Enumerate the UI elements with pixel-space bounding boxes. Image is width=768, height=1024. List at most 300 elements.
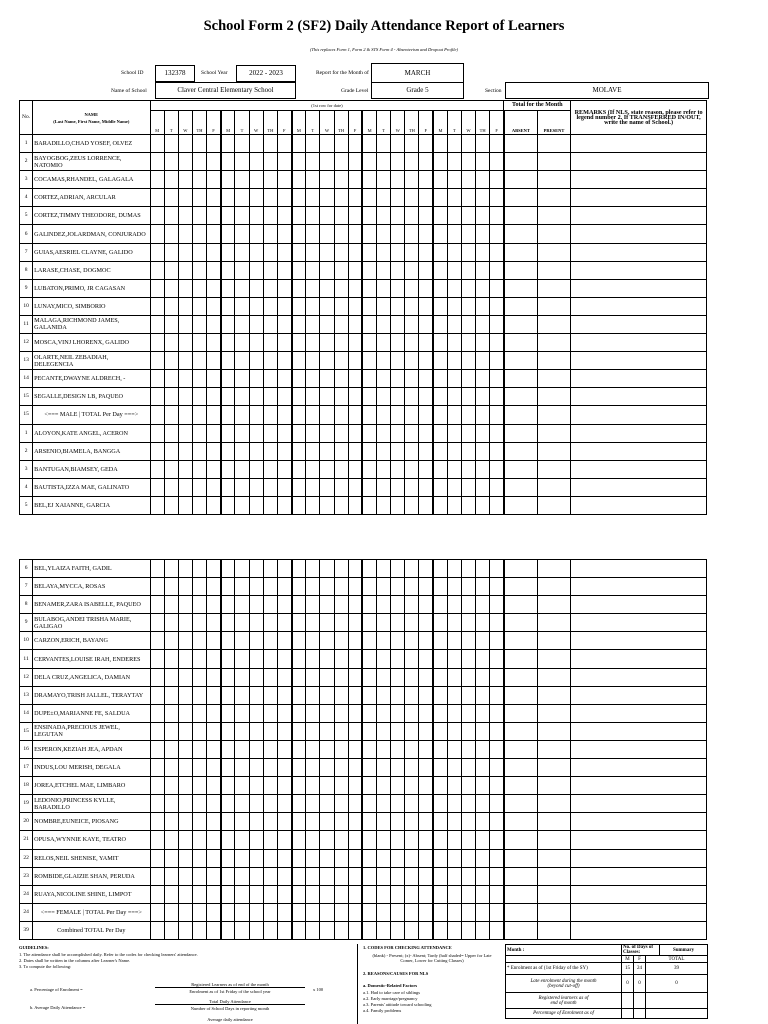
attendance-cell[interactable] [419, 578, 433, 596]
attendance-cell[interactable] [235, 686, 249, 704]
attendance-cell[interactable] [391, 831, 405, 849]
attendance-cell[interactable] [306, 207, 320, 225]
attendance-cell[interactable] [263, 370, 277, 388]
attendance-cell[interactable] [192, 388, 206, 406]
attendance-cell[interactable] [235, 496, 249, 514]
attendance-cell[interactable] [306, 370, 320, 388]
attendance-cell[interactable] [461, 740, 475, 758]
attendance-cell[interactable] [235, 668, 249, 686]
attendance-cell[interactable] [334, 135, 348, 153]
attendance-cell[interactable] [476, 189, 490, 207]
attendance-cell[interactable] [348, 777, 362, 795]
attendance-cell[interactable] [207, 560, 221, 578]
attendance-cell[interactable] [164, 261, 178, 279]
attendance-cell[interactable] [476, 334, 490, 352]
attendance-cell[interactable] [362, 207, 376, 225]
attendance-cell[interactable] [192, 352, 206, 370]
attendance-cell[interactable] [490, 261, 504, 279]
attendance-cell[interactable] [419, 189, 433, 207]
attendance-cell[interactable] [320, 740, 334, 758]
attendance-cell[interactable] [164, 478, 178, 496]
attendance-cell[interactable] [320, 496, 334, 514]
attendance-cell[interactable] [178, 243, 192, 261]
remarks-cell[interactable] [571, 632, 707, 650]
attendance-cell[interactable] [377, 207, 391, 225]
attendance-cell[interactable] [433, 903, 447, 921]
attendance-cell[interactable] [192, 460, 206, 478]
attendance-cell[interactable] [164, 578, 178, 596]
attendance-cell[interactable] [362, 903, 376, 921]
attendance-cell[interactable] [178, 704, 192, 722]
attendance-cell[interactable] [348, 722, 362, 740]
attendance-cell[interactable] [461, 370, 475, 388]
attendance-cell[interactable] [419, 795, 433, 813]
present-cell[interactable] [537, 777, 570, 795]
remarks-cell[interactable] [571, 560, 707, 578]
attendance-cell[interactable] [461, 496, 475, 514]
attendance-cell[interactable] [277, 578, 291, 596]
attendance-cell[interactable] [461, 777, 475, 795]
attendance-cell[interactable] [277, 478, 291, 496]
attendance-cell[interactable] [391, 668, 405, 686]
absent-cell[interactable] [504, 207, 537, 225]
attendance-cell[interactable] [221, 704, 235, 722]
attendance-cell[interactable] [447, 478, 461, 496]
attendance-cell[interactable] [461, 297, 475, 315]
absent-cell[interactable] [504, 352, 537, 370]
attendance-cell[interactable] [221, 496, 235, 514]
attendance-cell[interactable] [292, 650, 306, 668]
present-cell[interactable] [537, 849, 570, 867]
attendance-cell[interactable] [476, 297, 490, 315]
attendance-cell[interactable] [277, 632, 291, 650]
attendance-cell[interactable] [150, 903, 164, 921]
attendance-cell[interactable] [320, 153, 334, 171]
attendance-cell[interactable] [178, 921, 192, 939]
attendance-cell[interactable] [277, 560, 291, 578]
attendance-cell[interactable] [334, 406, 348, 424]
absent-cell[interactable] [504, 189, 537, 207]
attendance-cell[interactable] [207, 315, 221, 333]
attendance-cell[interactable] [178, 261, 192, 279]
attendance-cell[interactable] [207, 849, 221, 867]
attendance-cell[interactable] [263, 478, 277, 496]
attendance-cell[interactable] [277, 171, 291, 189]
present-cell[interactable] [537, 496, 570, 514]
attendance-cell[interactable] [476, 135, 490, 153]
attendance-cell[interactable] [263, 297, 277, 315]
attendance-cell[interactable] [277, 867, 291, 885]
attendance-cell[interactable] [419, 849, 433, 867]
attendance-cell[interactable] [348, 759, 362, 777]
attendance-cell[interactable] [306, 424, 320, 442]
attendance-cell[interactable] [221, 867, 235, 885]
attendance-cell[interactable] [164, 722, 178, 740]
attendance-cell[interactable] [178, 352, 192, 370]
attendance-cell[interactable] [164, 370, 178, 388]
attendance-cell[interactable] [249, 478, 263, 496]
attendance-cell[interactable] [207, 795, 221, 813]
attendance-cell[interactable] [292, 704, 306, 722]
attendance-cell[interactable] [362, 596, 376, 614]
attendance-cell[interactable] [306, 596, 320, 614]
attendance-cell[interactable] [320, 189, 334, 207]
attendance-cell[interactable] [235, 207, 249, 225]
attendance-cell[interactable] [476, 424, 490, 442]
remarks-cell[interactable] [571, 478, 707, 496]
attendance-cell[interactable] [221, 632, 235, 650]
attendance-cell[interactable] [192, 496, 206, 514]
attendance-cell[interactable] [150, 370, 164, 388]
attendance-cell[interactable] [405, 261, 419, 279]
attendance-cell[interactable] [405, 496, 419, 514]
attendance-cell[interactable] [334, 614, 348, 632]
attendance-cell[interactable] [164, 921, 178, 939]
attendance-cell[interactable] [476, 478, 490, 496]
attendance-cell[interactable] [249, 207, 263, 225]
remarks-cell[interactable] [571, 849, 707, 867]
attendance-cell[interactable] [405, 722, 419, 740]
attendance-cell[interactable] [207, 722, 221, 740]
attendance-cell[interactable] [178, 406, 192, 424]
attendance-cell[interactable] [164, 650, 178, 668]
attendance-cell[interactable] [405, 614, 419, 632]
remarks-cell[interactable] [571, 135, 707, 153]
attendance-cell[interactable] [391, 704, 405, 722]
attendance-cell[interactable] [362, 315, 376, 333]
attendance-cell[interactable] [192, 759, 206, 777]
attendance-cell[interactable] [419, 207, 433, 225]
attendance-cell[interactable] [235, 795, 249, 813]
attendance-cell[interactable] [391, 795, 405, 813]
attendance-cell[interactable] [419, 632, 433, 650]
attendance-cell[interactable] [490, 207, 504, 225]
attendance-cell[interactable] [306, 189, 320, 207]
attendance-cell[interactable] [490, 831, 504, 849]
attendance-cell[interactable] [150, 614, 164, 632]
attendance-cell[interactable] [334, 560, 348, 578]
attendance-cell[interactable] [490, 759, 504, 777]
attendance-cell[interactable] [362, 388, 376, 406]
attendance-cell[interactable] [150, 596, 164, 614]
attendance-cell[interactable] [306, 460, 320, 478]
present-cell[interactable] [537, 388, 570, 406]
attendance-cell[interactable] [490, 777, 504, 795]
attendance-cell[interactable] [306, 632, 320, 650]
attendance-cell[interactable] [419, 406, 433, 424]
attendance-cell[interactable] [391, 722, 405, 740]
school-year-field[interactable]: 2022 - 2023 [236, 65, 296, 82]
attendance-cell[interactable] [433, 189, 447, 207]
attendance-cell[interactable] [334, 686, 348, 704]
absent-cell[interactable] [504, 813, 537, 831]
present-cell[interactable] [537, 921, 570, 939]
attendance-cell[interactable] [207, 334, 221, 352]
attendance-cell[interactable] [320, 795, 334, 813]
attendance-cell[interactable] [235, 189, 249, 207]
attendance-cell[interactable] [377, 777, 391, 795]
attendance-cell[interactable] [377, 759, 391, 777]
attendance-cell[interactable] [419, 777, 433, 795]
attendance-cell[interactable] [447, 740, 461, 758]
attendance-cell[interactable] [405, 225, 419, 243]
attendance-cell[interactable] [306, 225, 320, 243]
attendance-cell[interactable] [320, 315, 334, 333]
attendance-cell[interactable] [192, 903, 206, 921]
attendance-cell[interactable] [277, 334, 291, 352]
attendance-cell[interactable] [192, 442, 206, 460]
attendance-cell[interactable] [249, 704, 263, 722]
attendance-cell[interactable] [419, 921, 433, 939]
attendance-cell[interactable] [334, 189, 348, 207]
attendance-cell[interactable] [192, 243, 206, 261]
attendance-cell[interactable] [306, 560, 320, 578]
attendance-cell[interactable] [306, 686, 320, 704]
attendance-cell[interactable] [207, 596, 221, 614]
attendance-cell[interactable] [490, 153, 504, 171]
attendance-cell[interactable] [476, 442, 490, 460]
attendance-cell[interactable] [476, 686, 490, 704]
attendance-cell[interactable] [249, 225, 263, 243]
attendance-cell[interactable] [334, 759, 348, 777]
attendance-cell[interactable] [490, 171, 504, 189]
attendance-cell[interactable] [192, 831, 206, 849]
attendance-cell[interactable] [348, 207, 362, 225]
attendance-cell[interactable] [461, 560, 475, 578]
attendance-cell[interactable] [490, 496, 504, 514]
attendance-cell[interactable] [235, 388, 249, 406]
section-field[interactable]: MOLAVE [505, 82, 709, 99]
attendance-cell[interactable] [320, 777, 334, 795]
school-name-field[interactable]: Claver Central Elementary School [155, 82, 296, 99]
attendance-cell[interactable] [391, 225, 405, 243]
attendance-cell[interactable] [320, 225, 334, 243]
attendance-cell[interactable] [235, 315, 249, 333]
present-cell[interactable] [537, 867, 570, 885]
attendance-cell[interactable] [164, 388, 178, 406]
attendance-cell[interactable] [348, 614, 362, 632]
present-cell[interactable] [537, 279, 570, 297]
attendance-cell[interactable] [405, 297, 419, 315]
attendance-cell[interactable] [334, 795, 348, 813]
attendance-cell[interactable] [221, 243, 235, 261]
attendance-cell[interactable] [150, 795, 164, 813]
attendance-cell[interactable] [306, 813, 320, 831]
attendance-cell[interactable] [362, 171, 376, 189]
attendance-cell[interactable] [391, 632, 405, 650]
attendance-cell[interactable] [362, 153, 376, 171]
attendance-cell[interactable] [433, 795, 447, 813]
attendance-cell[interactable] [207, 903, 221, 921]
remarks-cell[interactable] [571, 496, 707, 514]
remarks-cell[interactable] [571, 189, 707, 207]
attendance-cell[interactable] [164, 777, 178, 795]
attendance-cell[interactable] [377, 668, 391, 686]
attendance-cell[interactable] [419, 560, 433, 578]
attendance-cell[interactable] [192, 225, 206, 243]
attendance-cell[interactable] [192, 315, 206, 333]
attendance-cell[interactable] [164, 596, 178, 614]
attendance-cell[interactable] [433, 261, 447, 279]
present-cell[interactable] [537, 704, 570, 722]
attendance-cell[interactable] [178, 225, 192, 243]
attendance-cell[interactable] [249, 867, 263, 885]
attendance-cell[interactable] [207, 153, 221, 171]
attendance-cell[interactable] [391, 315, 405, 333]
attendance-cell[interactable] [377, 171, 391, 189]
attendance-cell[interactable] [433, 813, 447, 831]
attendance-cell[interactable] [192, 686, 206, 704]
attendance-cell[interactable] [334, 297, 348, 315]
attendance-cell[interactable] [334, 279, 348, 297]
remarks-cell[interactable] [571, 153, 707, 171]
absent-cell[interactable] [504, 225, 537, 243]
present-cell[interactable] [537, 686, 570, 704]
attendance-cell[interactable] [405, 813, 419, 831]
attendance-cell[interactable] [419, 171, 433, 189]
attendance-cell[interactable] [306, 578, 320, 596]
attendance-cell[interactable] [192, 668, 206, 686]
attendance-cell[interactable] [334, 315, 348, 333]
attendance-cell[interactable] [207, 279, 221, 297]
attendance-cell[interactable] [348, 334, 362, 352]
attendance-cell[interactable] [334, 352, 348, 370]
attendance-cell[interactable] [419, 596, 433, 614]
attendance-cell[interactable] [192, 297, 206, 315]
attendance-cell[interactable] [447, 261, 461, 279]
attendance-cell[interactable] [249, 777, 263, 795]
attendance-cell[interactable] [362, 777, 376, 795]
attendance-cell[interactable] [306, 478, 320, 496]
attendance-cell[interactable] [348, 740, 362, 758]
attendance-cell[interactable] [447, 668, 461, 686]
absent-cell[interactable] [504, 777, 537, 795]
attendance-cell[interactable] [348, 388, 362, 406]
attendance-cell[interactable] [433, 388, 447, 406]
attendance-cell[interactable] [391, 650, 405, 668]
attendance-cell[interactable] [150, 460, 164, 478]
absent-cell[interactable] [504, 650, 537, 668]
attendance-cell[interactable] [221, 903, 235, 921]
attendance-cell[interactable] [334, 153, 348, 171]
grade-level-field[interactable]: Grade 5 [371, 82, 464, 99]
attendance-cell[interactable] [221, 261, 235, 279]
attendance-cell[interactable] [221, 424, 235, 442]
attendance-cell[interactable] [207, 261, 221, 279]
attendance-cell[interactable] [348, 496, 362, 514]
attendance-cell[interactable] [221, 596, 235, 614]
attendance-cell[interactable] [391, 189, 405, 207]
attendance-cell[interactable] [377, 334, 391, 352]
attendance-cell[interactable] [192, 596, 206, 614]
attendance-cell[interactable] [405, 795, 419, 813]
attendance-cell[interactable] [320, 388, 334, 406]
attendance-cell[interactable] [433, 478, 447, 496]
attendance-cell[interactable] [292, 460, 306, 478]
attendance-cell[interactable] [235, 225, 249, 243]
attendance-cell[interactable] [150, 171, 164, 189]
present-cell[interactable] [537, 460, 570, 478]
attendance-cell[interactable] [221, 315, 235, 333]
attendance-cell[interactable] [377, 813, 391, 831]
attendance-cell[interactable] [447, 867, 461, 885]
attendance-cell[interactable] [178, 596, 192, 614]
attendance-cell[interactable] [461, 668, 475, 686]
attendance-cell[interactable] [377, 632, 391, 650]
attendance-cell[interactable] [249, 243, 263, 261]
attendance-cell[interactable] [192, 885, 206, 903]
attendance-cell[interactable] [249, 189, 263, 207]
attendance-cell[interactable] [164, 153, 178, 171]
attendance-cell[interactable] [249, 153, 263, 171]
attendance-cell[interactable] [178, 496, 192, 514]
attendance-cell[interactable] [320, 578, 334, 596]
absent-cell[interactable] [504, 740, 537, 758]
attendance-cell[interactable] [447, 921, 461, 939]
attendance-cell[interactable] [320, 650, 334, 668]
absent-cell[interactable] [504, 614, 537, 632]
attendance-cell[interactable] [334, 171, 348, 189]
present-cell[interactable] [537, 813, 570, 831]
attendance-cell[interactable] [433, 759, 447, 777]
attendance-cell[interactable] [306, 722, 320, 740]
attendance-cell[interactable] [192, 424, 206, 442]
attendance-cell[interactable] [461, 795, 475, 813]
attendance-cell[interactable] [249, 831, 263, 849]
attendance-cell[interactable] [263, 650, 277, 668]
attendance-cell[interactable] [461, 388, 475, 406]
attendance-cell[interactable] [249, 849, 263, 867]
attendance-cell[interactable] [433, 668, 447, 686]
attendance-cell[interactable] [207, 171, 221, 189]
attendance-cell[interactable] [433, 831, 447, 849]
absent-cell[interactable] [504, 722, 537, 740]
attendance-cell[interactable] [164, 795, 178, 813]
attendance-cell[interactable] [164, 424, 178, 442]
attendance-cell[interactable] [150, 424, 164, 442]
remarks-cell[interactable] [571, 903, 707, 921]
attendance-cell[interactable] [348, 650, 362, 668]
attendance-cell[interactable] [362, 686, 376, 704]
attendance-cell[interactable] [419, 334, 433, 352]
attendance-cell[interactable] [433, 867, 447, 885]
attendance-cell[interactable] [476, 578, 490, 596]
attendance-cell[interactable] [292, 478, 306, 496]
attendance-cell[interactable] [433, 650, 447, 668]
attendance-cell[interactable] [362, 650, 376, 668]
attendance-cell[interactable] [178, 867, 192, 885]
attendance-cell[interactable] [362, 279, 376, 297]
attendance-cell[interactable] [377, 424, 391, 442]
attendance-cell[interactable] [263, 261, 277, 279]
attendance-cell[interactable] [476, 406, 490, 424]
attendance-cell[interactable] [320, 135, 334, 153]
attendance-cell[interactable] [164, 885, 178, 903]
attendance-cell[interactable] [419, 153, 433, 171]
absent-cell[interactable] [504, 334, 537, 352]
attendance-cell[interactable] [419, 243, 433, 261]
attendance-cell[interactable] [334, 849, 348, 867]
attendance-cell[interactable] [391, 885, 405, 903]
attendance-cell[interactable] [292, 849, 306, 867]
attendance-cell[interactable] [377, 578, 391, 596]
attendance-cell[interactable] [377, 885, 391, 903]
remarks-cell[interactable] [571, 795, 707, 813]
attendance-cell[interactable] [433, 686, 447, 704]
attendance-cell[interactable] [235, 813, 249, 831]
attendance-cell[interactable] [178, 135, 192, 153]
attendance-cell[interactable] [235, 424, 249, 442]
